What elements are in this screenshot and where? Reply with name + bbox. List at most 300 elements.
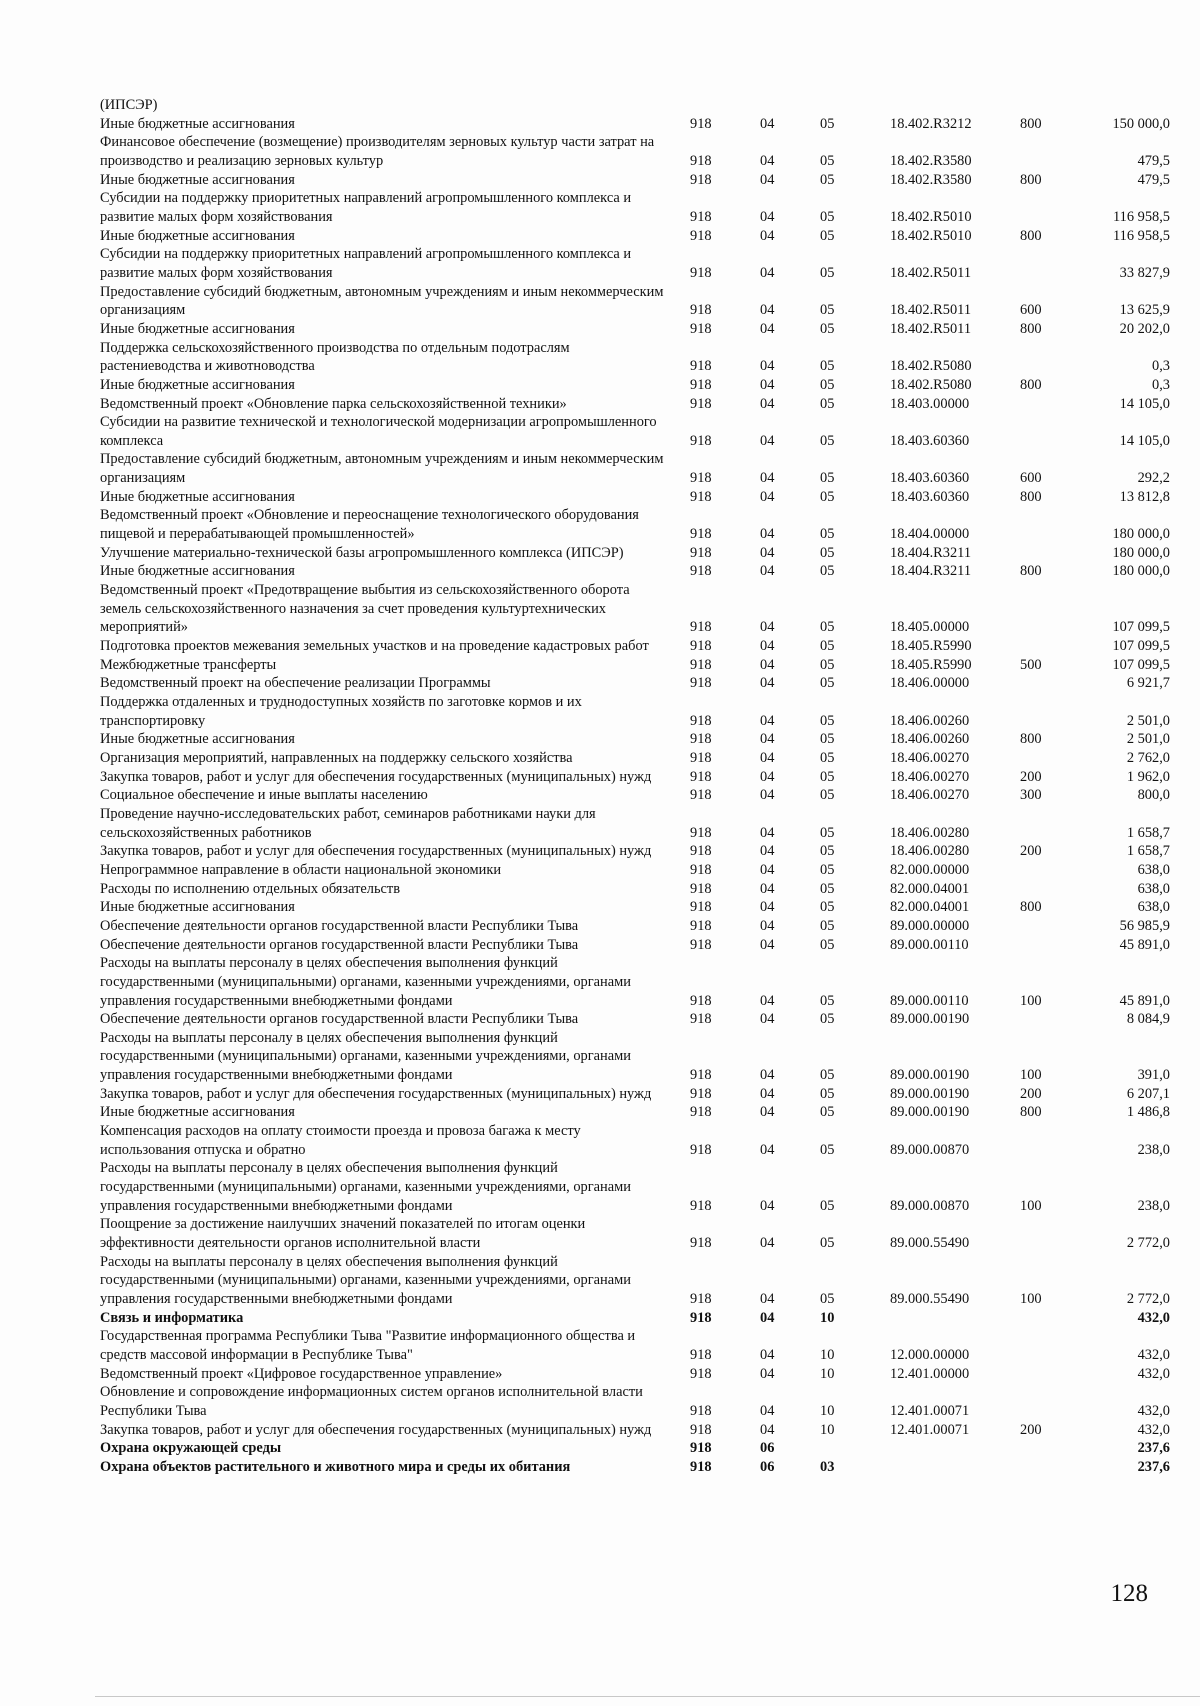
row-section-code: 04 xyxy=(760,787,775,804)
row-name: Проведение научно-исследовательских работ, семинаров работниками науки для сельскохозяйственных работников xyxy=(100,805,596,841)
row-amount: 33 827,9 xyxy=(1119,264,1170,281)
row-gr-code: 918 xyxy=(690,936,712,953)
row-gr-code: 918 xyxy=(690,768,712,785)
row-subsection-code: 05 xyxy=(820,638,835,655)
row-amount: 107 099,5 xyxy=(1112,638,1170,655)
row-name: Субсидии на развитие технической и технологической модернизации агропромышленного комплекса xyxy=(100,414,657,449)
row-gr-code: 918 xyxy=(690,1141,712,1158)
row-amount: 6 921,7 xyxy=(1126,675,1170,692)
row-target-article: 18.406.00260 xyxy=(890,712,970,729)
row-subsection-code: 05 xyxy=(820,675,835,692)
row-target-article: 18.406.00280 xyxy=(890,824,970,841)
row-section-code: 04 xyxy=(760,1197,775,1214)
row-section-code: 04 xyxy=(760,1011,775,1028)
row-gr-code: 918 xyxy=(690,1309,712,1326)
row-target-article: 18.406.00270 xyxy=(890,768,970,785)
row-amount: 479,5 xyxy=(1137,171,1170,188)
row-subsection-code: 05 xyxy=(820,619,835,636)
row-gr-code: 918 xyxy=(690,656,712,673)
row-gr-code: 918 xyxy=(690,395,712,412)
row-section-code: 04 xyxy=(760,171,775,188)
table-row xyxy=(0,506,1200,543)
table-row xyxy=(0,171,1200,190)
row-name: Социальное обеспечение и иные выплаты населению xyxy=(100,787,428,804)
table-row xyxy=(0,693,1200,730)
row-name: Иные бюджетные ассигнования xyxy=(100,115,295,132)
row-amount: 13 625,9 xyxy=(1119,302,1170,319)
row-target-article: 89.000.55490 xyxy=(890,1291,970,1307)
row-section-code: 04 xyxy=(760,395,775,412)
row-gr-code: 918 xyxy=(690,675,712,692)
row-section-code: 04 xyxy=(760,320,775,337)
table-row xyxy=(0,413,1200,450)
row-target-article: 89.000.00870 xyxy=(890,1141,970,1158)
row-section-code: 04 xyxy=(760,656,775,673)
row-subsection-code: 05 xyxy=(820,749,835,766)
row-expense-type: 100 xyxy=(1020,1291,1042,1307)
row-expense-type: 800 xyxy=(1020,563,1042,580)
row-target-article: 18.402.R5080 xyxy=(890,358,972,375)
row-gr-code: 918 xyxy=(690,152,712,169)
row-amount: 432,0 xyxy=(1137,1346,1170,1363)
row-amount: 56 985,9 xyxy=(1119,917,1170,934)
row-name: Иные бюджетные ассигнования xyxy=(100,563,295,580)
row-section-code: 04 xyxy=(760,358,775,375)
row-name: Непрограммное направление в области национальной экономики xyxy=(100,861,502,878)
row-amount: 432,0 xyxy=(1137,1421,1170,1438)
row-section-code: 06 xyxy=(760,1440,775,1457)
table-row xyxy=(0,395,1200,414)
table-row xyxy=(0,768,1200,787)
row-target-article: 89.000.00110 xyxy=(890,936,969,953)
table-row xyxy=(0,562,1200,581)
table-row xyxy=(0,917,1200,936)
row-gr-code: 918 xyxy=(690,432,712,449)
row-name: Ведомственный проект «Обновление парка сельскохозяйственной техники» xyxy=(100,395,567,412)
row-gr-code: 918 xyxy=(690,227,712,244)
row-expense-type: 600 xyxy=(1020,470,1042,487)
row-amount: 638,0 xyxy=(1137,861,1170,878)
row-amount: 292,2 xyxy=(1137,470,1170,487)
row-amount: 638,0 xyxy=(1137,899,1170,916)
row-subsection-code: 05 xyxy=(820,861,835,878)
row-expense-type: 100 xyxy=(1020,992,1042,1009)
row-section-code: 04 xyxy=(760,768,775,785)
row-gr-code: 918 xyxy=(690,1235,712,1252)
row-gr-code: 918 xyxy=(690,358,712,375)
row-section-code: 04 xyxy=(760,1104,775,1121)
row-subsection-code: 05 xyxy=(820,432,835,449)
row-name: Предоставление субсидий бюджетным, автономным учреждениям и иным некоммерческим организациям xyxy=(100,451,664,487)
table-row xyxy=(0,936,1200,955)
row-amount: 0,3 xyxy=(1152,376,1170,393)
row-subsection-code: 05 xyxy=(820,302,835,319)
row-name: Связь и информатика xyxy=(100,1309,244,1326)
row-expense-type: 800 xyxy=(1020,731,1042,748)
row-section-code: 04 xyxy=(760,563,775,580)
row-gr-code: 918 xyxy=(690,376,712,393)
row-name: Улучшение материально-технической базы агропромышленного комплекса (ИПСЭР) xyxy=(100,544,624,561)
row-section-code: 04 xyxy=(760,861,775,878)
row-subsection-code: 10 xyxy=(820,1346,835,1363)
row-expense-type: 800 xyxy=(1020,376,1042,393)
row-name: Иные бюджетные ассигнования xyxy=(100,227,295,244)
table-row xyxy=(0,133,1200,170)
row-expense-type: 200 xyxy=(1020,768,1042,785)
row-gr-code: 918 xyxy=(690,115,712,132)
row-subsection-code: 10 xyxy=(820,1421,835,1438)
row-gr-code: 918 xyxy=(690,880,712,897)
table-row xyxy=(0,1103,1200,1122)
row-gr-code: 918 xyxy=(690,488,712,505)
row-name: Расходы по исполнению отдельных обязательств xyxy=(100,880,401,897)
row-target-article: 89.000.55490 xyxy=(890,1235,970,1252)
row-gr-code: 918 xyxy=(690,1458,712,1475)
row-amount: 432,0 xyxy=(1137,1365,1170,1382)
row-section-code: 04 xyxy=(760,1085,775,1102)
row-gr-code: 918 xyxy=(690,712,712,729)
row-expense-type: 800 xyxy=(1020,171,1042,188)
row-target-article: 12.000.00000 xyxy=(890,1346,970,1363)
table-row xyxy=(0,1421,1200,1440)
row-section-code: 04 xyxy=(760,880,775,897)
row-name: Поддержка сельскохозяйственного производства по отдельным подотраслям растениеводства и животноводства xyxy=(100,339,570,375)
row-target-article: 18.402.R5010 xyxy=(890,227,972,244)
table-row xyxy=(0,1085,1200,1104)
row-gr-code: 918 xyxy=(690,731,712,748)
row-subsection-code: 05 xyxy=(820,1235,835,1252)
row-section-code: 04 xyxy=(760,992,775,1009)
row-amount: 8 084,9 xyxy=(1126,1011,1170,1028)
table-row xyxy=(0,96,1200,115)
row-name: Государственная программа Республики Тыва "Развитие информационного общества и средств массовой информации в Республике Тыва" xyxy=(100,1328,636,1363)
row-target-article: 18.406.00270 xyxy=(890,749,970,766)
row-gr-code: 918 xyxy=(690,470,712,487)
row-expense-type: 200 xyxy=(1020,1421,1042,1438)
row-section-code: 04 xyxy=(760,712,775,729)
row-name: Поощрение за достижение наилучших значений показателей по итогам оценки эффективности деятельности органов исполнительной власти xyxy=(100,1216,586,1252)
row-subsection-code: 05 xyxy=(820,899,835,916)
row-subsection-code: 03 xyxy=(820,1458,835,1475)
row-section-code: 04 xyxy=(760,638,775,655)
row-gr-code: 918 xyxy=(690,787,712,804)
row-subsection-code: 05 xyxy=(820,320,835,337)
row-amount: 45 891,0 xyxy=(1119,992,1170,1009)
row-amount: 2 762,0 xyxy=(1126,749,1170,766)
row-target-article: 12.401.00071 xyxy=(890,1421,970,1438)
row-gr-code: 918 xyxy=(690,1197,712,1214)
row-gr-code: 918 xyxy=(690,1421,712,1438)
row-section-code: 04 xyxy=(760,1402,775,1419)
row-section-code: 04 xyxy=(760,115,775,132)
row-amount: 14 105,0 xyxy=(1119,395,1170,412)
row-subsection-code: 10 xyxy=(820,1402,835,1419)
row-expense-type: 800 xyxy=(1020,227,1042,244)
row-amount: 2 772,0 xyxy=(1126,1291,1170,1307)
table-row xyxy=(0,189,1200,226)
row-section-code: 04 xyxy=(760,432,775,449)
table-row xyxy=(0,842,1200,861)
row-name: Межбюджетные трансферты xyxy=(100,656,277,673)
row-subsection-code: 05 xyxy=(820,1104,835,1121)
row-target-article: 18.403.00000 xyxy=(890,395,970,412)
row-section-code: 04 xyxy=(760,843,775,860)
row-subsection-code: 05 xyxy=(820,843,835,860)
row-expense-type: 100 xyxy=(1020,1197,1042,1214)
row-target-article: 89.000.00110 xyxy=(890,992,969,1009)
row-name: Иные бюджетные ассигнования xyxy=(100,320,295,337)
row-target-article: 18.406.00280 xyxy=(890,843,970,860)
row-name: Ведомственный проект на обеспечение реализации Программы xyxy=(100,675,491,692)
row-name: Иные бюджетные ассигнования xyxy=(100,1104,295,1121)
row-target-article: 18.402.R5011 xyxy=(890,302,972,319)
row-gr-code: 918 xyxy=(690,208,712,225)
row-subsection-code: 05 xyxy=(820,917,835,934)
row-name: Иные бюджетные ассигнования xyxy=(100,376,295,393)
row-amount: 2 772,0 xyxy=(1126,1235,1170,1252)
row-subsection-code: 05 xyxy=(820,712,835,729)
table-row xyxy=(0,730,1200,749)
row-section-code: 04 xyxy=(760,264,775,281)
row-amount: 0,3 xyxy=(1152,358,1170,375)
row-subsection-code: 05 xyxy=(820,563,835,580)
row-amount: 800,0 xyxy=(1137,787,1170,804)
row-name: Организация мероприятий, направленных на поддержку сельского хозяйства xyxy=(100,749,573,766)
row-subsection-code: 05 xyxy=(820,152,835,169)
row-gr-code: 918 xyxy=(690,843,712,860)
row-name: Субсидии на поддержку приоритетных направлений агропромышленного комплекса и развитие малых форм хозяйствования xyxy=(100,246,632,281)
row-target-article: 18.402.R5011 xyxy=(890,320,972,337)
row-section-code: 04 xyxy=(760,526,775,543)
scan-edge-divider xyxy=(95,1696,1200,1697)
row-target-article: 18.403.60360 xyxy=(890,470,970,487)
row-name: Расходы на выплаты персоналу в целях обеспечения выполнения функций государственными (муниципальными) органами, казенными учреждениями, органами управления государственными внебюджетными фондами xyxy=(100,1160,631,1214)
row-expense-type: 200 xyxy=(1020,1085,1042,1102)
row-target-article: 18.405.R5990 xyxy=(890,656,972,673)
row-name: Иные бюджетные ассигнования xyxy=(100,899,295,916)
table-row xyxy=(0,786,1200,805)
row-subsection-code: 05 xyxy=(820,656,835,673)
budget-table xyxy=(0,96,1200,1477)
row-section-code: 04 xyxy=(760,302,775,319)
row-subsection-code: 10 xyxy=(820,1309,835,1326)
row-subsection-code: 05 xyxy=(820,824,835,841)
row-target-article: 18.403.60360 xyxy=(890,432,970,449)
row-target-article: 18.406.00000 xyxy=(890,675,970,692)
row-name: Поддержка отдаленных и труднодоступных хозяйств по заготовке кормов и их транспортировку xyxy=(100,694,582,729)
row-gr-code: 918 xyxy=(690,619,712,636)
row-section-code: 04 xyxy=(760,1141,775,1158)
row-target-article: 18.405.00000 xyxy=(890,619,970,636)
row-name: Субсидии на поддержку приоритетных направлений агропромышленного комплекса и развитие малых форм хозяйствования xyxy=(100,190,632,225)
row-section-code: 06 xyxy=(760,1458,775,1475)
row-subsection-code: 05 xyxy=(820,1085,835,1102)
row-name: Подготовка проектов межевания земельных участков и на проведение кадастровых работ xyxy=(100,638,649,655)
page-number: 128 xyxy=(1110,1580,1148,1607)
table-row xyxy=(0,898,1200,917)
row-subsection-code: 05 xyxy=(820,1067,835,1084)
row-gr-code: 918 xyxy=(690,1067,712,1084)
table-row xyxy=(0,544,1200,563)
table-row xyxy=(0,581,1200,637)
table-row xyxy=(0,1159,1200,1215)
row-section-code: 04 xyxy=(760,936,775,953)
row-amount: 638,0 xyxy=(1137,880,1170,897)
row-section-code: 04 xyxy=(760,1365,775,1382)
row-subsection-code: 05 xyxy=(820,264,835,281)
row-target-article: 18.406.00270 xyxy=(890,787,970,804)
row-target-article: 18.406.00260 xyxy=(890,731,970,748)
row-subsection-code: 05 xyxy=(820,768,835,785)
row-target-article: 18.405.R5990 xyxy=(890,638,972,655)
row-amount: 2 501,0 xyxy=(1126,731,1170,748)
table-row xyxy=(0,880,1200,899)
row-section-code: 04 xyxy=(760,544,775,561)
row-amount: 1 486,8 xyxy=(1126,1104,1170,1121)
table-row xyxy=(0,115,1200,134)
table-row xyxy=(0,1458,1200,1477)
row-section-code: 04 xyxy=(760,824,775,841)
table-row xyxy=(0,1215,1200,1252)
table-row xyxy=(0,376,1200,395)
row-section-code: 04 xyxy=(760,1309,775,1326)
row-amount: 238,0 xyxy=(1137,1141,1170,1158)
row-subsection-code: 05 xyxy=(820,526,835,543)
row-subsection-code: 05 xyxy=(820,936,835,953)
row-name: Обеспечение деятельности органов государственной власти Республики Тыва xyxy=(100,1011,579,1028)
row-target-article: 89.000.00870 xyxy=(890,1197,970,1214)
row-target-article: 18.404.00000 xyxy=(890,526,970,543)
row-subsection-code: 10 xyxy=(820,1365,835,1382)
table-row xyxy=(0,245,1200,282)
row-name: Закупка товаров, работ и услуг для обеспечения государственных (муниципальных) нужд xyxy=(100,1085,652,1102)
row-gr-code: 918 xyxy=(690,302,712,319)
row-amount: 20 202,0 xyxy=(1119,320,1170,337)
row-subsection-code: 05 xyxy=(820,470,835,487)
row-amount: 238,0 xyxy=(1137,1197,1170,1214)
row-name: Ведомственный проект «Цифровое государственное управление» xyxy=(100,1365,503,1382)
row-section-code: 04 xyxy=(760,470,775,487)
row-name: Охрана окружающей среды xyxy=(100,1440,282,1457)
row-expense-type: 200 xyxy=(1020,843,1042,860)
row-target-article: 18.402.R5010 xyxy=(890,208,972,225)
row-section-code: 04 xyxy=(760,1067,775,1084)
row-amount: 432,0 xyxy=(1137,1309,1170,1326)
row-gr-code: 918 xyxy=(690,526,712,543)
row-subsection-code: 05 xyxy=(820,1291,835,1307)
row-section-code: 04 xyxy=(760,152,775,169)
row-target-article: 18.402.R3580 xyxy=(890,152,972,169)
row-subsection-code: 05 xyxy=(820,376,835,393)
table-row xyxy=(0,450,1200,487)
row-subsection-code: 05 xyxy=(820,115,835,132)
row-section-code: 04 xyxy=(760,1421,775,1438)
row-name: Расходы на выплаты персоналу в целях обеспечения выполнения функций государственными (муниципальными) органами, казенными учреждениями, органами управления государственными внебюджетными фондами xyxy=(100,1253,631,1307)
row-amount: 1 658,7 xyxy=(1126,843,1170,860)
table-row xyxy=(0,805,1200,842)
row-amount: 237,6 xyxy=(1137,1440,1170,1457)
row-expense-type: 800 xyxy=(1020,899,1042,916)
row-target-article: 18.404.R3211 xyxy=(890,563,972,580)
row-subsection-code: 05 xyxy=(820,1141,835,1158)
row-expense-type: 500 xyxy=(1020,656,1042,673)
row-subsection-code: 05 xyxy=(820,208,835,225)
row-name: Ведомственный проект «Обновление и переоснащение технологического оборудования пищевой и перерабатывающей промышленностей» xyxy=(100,507,639,543)
row-amount: 116 958,5 xyxy=(1112,227,1170,244)
row-section-code: 04 xyxy=(760,227,775,244)
table-row xyxy=(0,1439,1200,1458)
row-amount: 116 958,5 xyxy=(1112,208,1170,225)
table-row xyxy=(0,339,1200,376)
row-name: Иные бюджетные ассигнования xyxy=(100,488,295,505)
row-section-code: 04 xyxy=(760,1291,775,1307)
table-row xyxy=(0,954,1200,1010)
table-row xyxy=(0,1122,1200,1159)
row-gr-code: 918 xyxy=(690,1291,712,1307)
row-target-article: 18.402.R5080 xyxy=(890,376,972,393)
row-gr-code: 918 xyxy=(690,563,712,580)
row-amount: 2 501,0 xyxy=(1126,712,1170,729)
row-amount: 6 207,1 xyxy=(1126,1085,1170,1102)
row-subsection-code: 05 xyxy=(820,544,835,561)
row-section-code: 04 xyxy=(760,731,775,748)
table-row xyxy=(0,656,1200,675)
row-section-code: 04 xyxy=(760,749,775,766)
row-name: Закупка товаров, работ и услуг для обеспечения государственных (муниципальных) нужд xyxy=(100,1421,652,1438)
row-gr-code: 918 xyxy=(690,861,712,878)
row-amount: 45 891,0 xyxy=(1119,936,1170,953)
row-target-article: 18.404.R3211 xyxy=(890,544,972,561)
row-section-code: 04 xyxy=(760,488,775,505)
table-row xyxy=(0,637,1200,656)
table-row xyxy=(0,320,1200,339)
row-section-code: 04 xyxy=(760,619,775,636)
row-subsection-code: 05 xyxy=(820,171,835,188)
row-subsection-code: 05 xyxy=(820,395,835,412)
row-section-code: 04 xyxy=(760,675,775,692)
row-target-article: 12.401.00000 xyxy=(890,1365,970,1382)
row-subsection-code: 05 xyxy=(820,488,835,505)
row-target-article: 82.000.04001 xyxy=(890,880,970,897)
row-amount: 107 099,5 xyxy=(1112,656,1170,673)
row-amount: 479,5 xyxy=(1137,152,1170,169)
table-row xyxy=(0,1383,1200,1420)
row-target-article: 89.000.00190 xyxy=(890,1011,970,1028)
row-target-article: 18.402.R3580 xyxy=(890,171,972,188)
row-gr-code: 918 xyxy=(690,1440,712,1457)
row-gr-code: 918 xyxy=(690,171,712,188)
row-amount: 391,0 xyxy=(1137,1067,1170,1084)
row-target-article: 89.000.00190 xyxy=(890,1085,970,1102)
row-name: Расходы на выплаты персоналу в целях обеспечения выполнения функций государственными (муниципальными) органами, казенными учреждениями, органами управления государственными внебюджетными фондами xyxy=(100,955,631,1009)
row-gr-code: 918 xyxy=(690,1365,712,1382)
row-target-article: 18.403.60360 xyxy=(890,488,970,505)
row-name: Закупка товаров, работ и услуг для обеспечения государственных (муниципальных) нужд xyxy=(100,768,652,785)
row-section-code: 04 xyxy=(760,917,775,934)
row-target-article: 18.402.R3212 xyxy=(890,115,972,132)
table-row xyxy=(0,861,1200,880)
row-amount: 14 105,0 xyxy=(1119,432,1170,449)
row-gr-code: 918 xyxy=(690,1104,712,1121)
row-expense-type: 300 xyxy=(1020,787,1042,804)
row-subsection-code: 05 xyxy=(820,1197,835,1214)
row-gr-code: 918 xyxy=(690,1346,712,1363)
row-name: Иные бюджетные ассигнования xyxy=(100,731,295,748)
row-section-code: 04 xyxy=(760,1346,775,1363)
row-target-article: 89.000.00190 xyxy=(890,1067,970,1084)
row-target-article: 82.000.00000 xyxy=(890,861,970,878)
row-expense-type: 800 xyxy=(1020,115,1042,132)
